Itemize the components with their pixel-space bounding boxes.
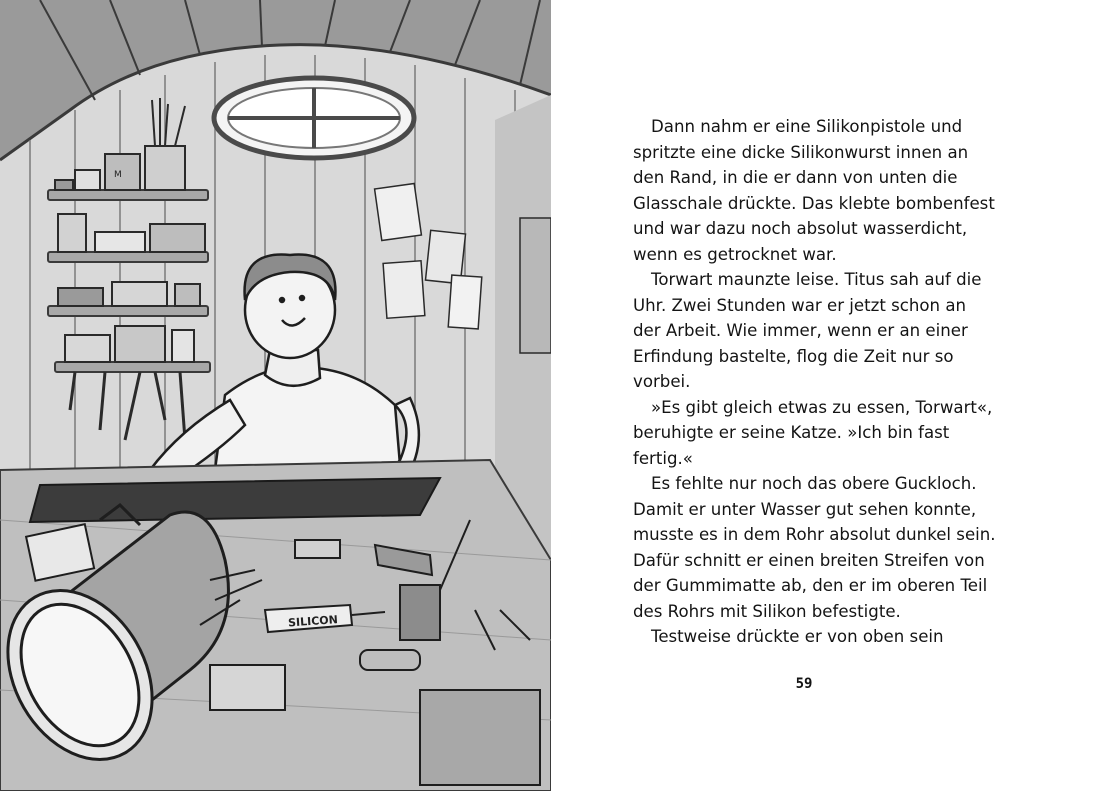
text-body: [633, 114, 1053, 650]
text-line: Testweise drückte er von oben sein: [651, 627, 944, 646]
text-line: Uhr. Zwei Stunden war er jetzt schon an: [633, 295, 967, 315]
text-line: spritzte eine dicke Silikonwurst innen an: [633, 142, 969, 162]
page-number: 59: [795, 676, 813, 692]
paragraph: [633, 624, 1053, 650]
paragraph: [633, 395, 1053, 472]
text-line: musste es in dem Rohr absolut dunkel sein.: [633, 525, 996, 544]
text-line: Torwart maunzte leise. Titus sah auf die: [651, 270, 982, 289]
text-line: des Rohrs mit Silikon befestigte.: [633, 601, 901, 621]
text-line: Dafür schnitt er einen breiten Streifen von: [633, 550, 985, 570]
text-line: Es fehlte nur noch das obere Guckloch.: [651, 474, 977, 493]
text-line: beruhigte er seine Katze. »Ich bin fast: [633, 423, 950, 442]
silicon-tube-label: SILICON: [287, 613, 339, 630]
text-line: Erfindung bastelte, flog die Zeit nur so: [633, 346, 954, 366]
paragraph: [633, 471, 1053, 624]
text-line: Glasschale drückte. Das klebte bombenfest: [633, 193, 995, 213]
text-page: [551, 0, 1100, 791]
text-line: Dann nahm er eine Silikonpistole und: [651, 117, 963, 136]
text-line: und war dazu noch absolut wasserdicht,: [633, 219, 968, 238]
text-line: der Gummimatte ab, den er im oberen Teil: [633, 576, 988, 595]
text-line: »Es gibt gleich etwas zu essen, Torwart«,: [651, 397, 993, 417]
text-line: der Arbeit. Wie immer, wenn er an einer: [633, 321, 968, 340]
paragraph: [633, 267, 1053, 395]
text-line: den Rand, in die er dann von unten die: [633, 168, 958, 187]
text-line: vorbei.: [633, 372, 691, 391]
box-label: M: [114, 170, 122, 180]
text-line: wenn es getrocknet war.: [633, 244, 837, 264]
paragraph: [633, 114, 1053, 267]
text-line: fertig.«: [633, 448, 693, 468]
text-line: Damit er unter Wasser gut sehen konnte,: [633, 499, 977, 519]
